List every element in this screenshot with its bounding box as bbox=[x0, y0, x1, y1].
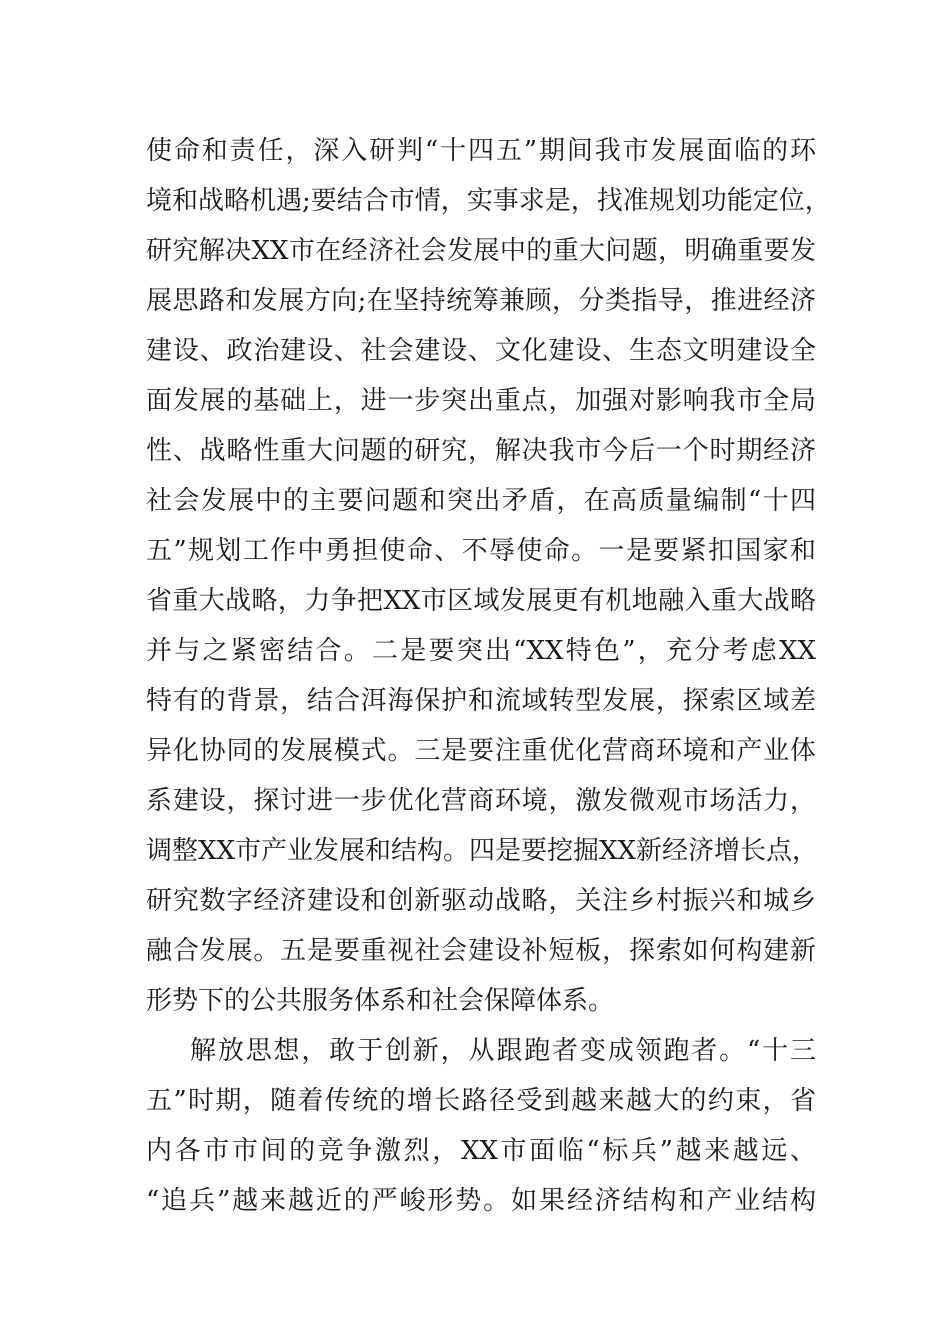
text-line: 面发展的基础上，进一步突出重点，加强对影响我市全局 bbox=[146, 386, 816, 416]
text-line: “追兵”越来越近的严峻形势。如果经济结构和产业结构 bbox=[146, 1186, 816, 1216]
text-line: 并与之紧密结合。二是要突出“XX特色”，充分考虑XX bbox=[146, 636, 816, 666]
text-line: 融合发展。五是要重视社会建设补短板，探索如何构建新 bbox=[146, 936, 816, 966]
text-line: 社会发展中的主要问题和突出矛盾，在高质量编制“十四 bbox=[146, 486, 816, 516]
paragraph-first-line: 解放思想，敢于创新，从跟跑者变成领跑者。“十三 bbox=[190, 1036, 816, 1066]
text-line: 调整XX市产业发展和结构。四是要挖掘XX新经济增长点， bbox=[146, 836, 819, 866]
text-line: 特有的背景，结合洱海保护和流域转型发展，探索区域差 bbox=[146, 686, 816, 716]
text-line: 系建设，探讨进一步优化营商环境，激发微观市场活力， bbox=[146, 786, 816, 816]
text-line: 性、战略性重大问题的研究，解决我市今后一个时期经济 bbox=[146, 436, 816, 466]
text-line: 内各市市间的竞争激烈，XX市面临“标兵”越来越远、 bbox=[146, 1136, 816, 1166]
text-line: 五”规划工作中勇担使命、不辱使命。一是要紧扣国家和 bbox=[146, 536, 816, 566]
text-line: 异化协同的发展模式。三是要注重优化营商环境和产业体 bbox=[146, 736, 816, 766]
paragraph-end-line: 形势下的公共服务体系和社会保障体系。 bbox=[146, 986, 615, 1016]
text-line: 境和战略机遇;要结合市情，实事求是，找准规划功能定位， bbox=[146, 186, 831, 216]
text-line: 省重大战略，力争把XX市区域发展更有机地融入重大战略 bbox=[146, 586, 816, 616]
text-line: 使命和责任，深入研判“十四五”期间我市发展面临的环 bbox=[146, 136, 816, 166]
text-line: 建设、政治建设、社会建设、文化建设、生态文明建设全 bbox=[146, 336, 816, 366]
text-line: 研究解决XX市在经济社会发展中的重大问题，明确重要发 bbox=[146, 236, 816, 266]
text-line: 展思路和发展方向;在坚持统筹兼顾，分类指导，推进经济 bbox=[146, 286, 816, 316]
text-line: 五”时期，随着传统的增长路径受到越来越大的约束，省 bbox=[146, 1086, 816, 1116]
body-text bbox=[146, 126, 831, 1226]
text-line: 研究数字经济建设和创新驱动战略，关注乡村振兴和城乡 bbox=[146, 886, 816, 916]
